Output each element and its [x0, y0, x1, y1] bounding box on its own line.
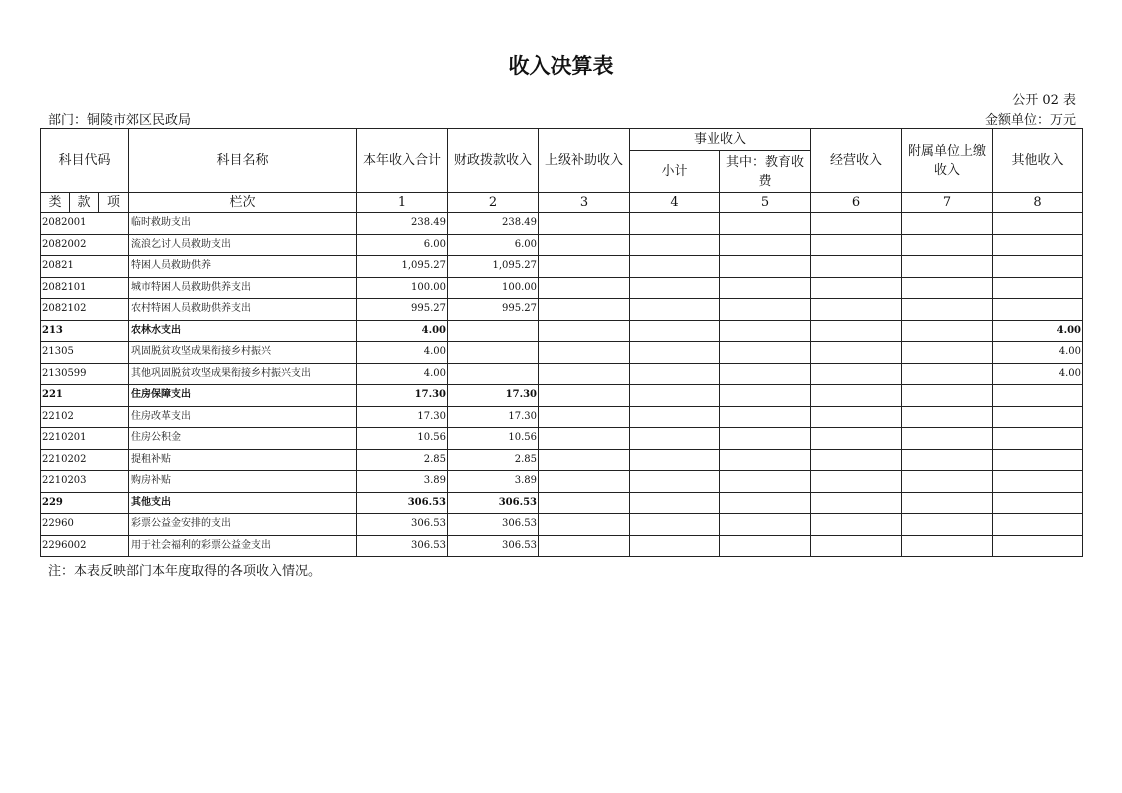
row-operating-income [811, 449, 902, 471]
row-operating-income [811, 428, 902, 450]
row-fiscal-allocation: 17.30 [448, 385, 539, 407]
row-code: 2296002 [41, 535, 129, 557]
table-row [41, 320, 1083, 342]
row-code: 21305 [41, 342, 129, 364]
row-other-income: 4.00 [993, 342, 1083, 364]
row-business-subtotal [630, 320, 720, 342]
header-education-fees: 其中：教育收费 [720, 151, 811, 193]
row-superior-subsidy [539, 471, 630, 493]
row-fiscal-allocation: 1,095.27 [448, 256, 539, 278]
row-fiscal-allocation: 100.00 [448, 277, 539, 299]
header-fiscal-allocation: 财政拨款收入 [448, 129, 539, 193]
row-operating-income [811, 385, 902, 407]
row-code: 2130599 [41, 363, 129, 385]
row-operating-income [811, 342, 902, 364]
row-fiscal-allocation: 995.27 [448, 299, 539, 321]
header-operating-income: 经营收入 [811, 129, 902, 193]
row-other-income [993, 471, 1083, 493]
table-row [41, 256, 1083, 278]
column-number: 1 [357, 193, 448, 213]
row-name: 住房改革支出 [129, 406, 357, 428]
row-fiscal-allocation [448, 342, 539, 364]
table-row [41, 428, 1083, 450]
row-other-income: 4.00 [993, 363, 1083, 385]
row-code: 2210203 [41, 471, 129, 493]
header-subtotal: 小计 [630, 151, 720, 193]
row-code: 213 [41, 320, 129, 342]
table-row [41, 234, 1083, 256]
row-total-income: 1,095.27 [357, 256, 448, 278]
row-other-income [993, 492, 1083, 514]
column-number: 4 [630, 193, 720, 213]
row-operating-income [811, 363, 902, 385]
row-operating-income [811, 514, 902, 536]
row-education-fees [720, 342, 811, 364]
row-name: 特困人员救助供养 [129, 256, 357, 278]
row-fiscal-allocation [448, 320, 539, 342]
row-code: 20821 [41, 256, 129, 278]
row-other-income: 4.00 [993, 320, 1083, 342]
department-label: 部门：铜陵市郊区民政局 [48, 113, 192, 128]
column-number: 8 [993, 193, 1083, 213]
row-other-income [993, 428, 1083, 450]
row-education-fees [720, 213, 811, 235]
row-fiscal-allocation: 3.89 [448, 471, 539, 493]
row-code: 22960 [41, 514, 129, 536]
row-superior-subsidy [539, 213, 630, 235]
row-education-fees [720, 492, 811, 514]
row-total-income: 238.49 [357, 213, 448, 235]
header-superior-subsidy: 上级补助收入 [539, 129, 630, 193]
row-education-fees [720, 234, 811, 256]
column-number: 3 [539, 193, 630, 213]
row-operating-income [811, 320, 902, 342]
row-education-fees [720, 514, 811, 536]
row-superior-subsidy [539, 514, 630, 536]
form-number: 公开 02 表 [1012, 93, 1076, 108]
row-business-subtotal [630, 299, 720, 321]
row-operating-income [811, 277, 902, 299]
row-operating-income [811, 406, 902, 428]
header-total-income: 本年收入合计 [357, 129, 448, 193]
row-education-fees [720, 449, 811, 471]
row-name: 住房保障支出 [129, 385, 357, 407]
amount-unit-label: 金额单位：万元 [984, 113, 1076, 128]
row-affiliated-income [902, 406, 993, 428]
row-fiscal-allocation: 306.53 [448, 492, 539, 514]
row-fiscal-allocation: 306.53 [448, 514, 539, 536]
row-total-income: 6.00 [357, 234, 448, 256]
table-row [41, 449, 1083, 471]
row-fiscal-allocation [448, 363, 539, 385]
row-operating-income [811, 213, 902, 235]
row-name: 用于社会福利的彩票公益金支出 [129, 535, 357, 557]
row-business-subtotal [630, 363, 720, 385]
row-other-income [993, 256, 1083, 278]
row-total-income: 10.56 [357, 428, 448, 450]
table-row [41, 471, 1083, 493]
row-total-income: 306.53 [357, 492, 448, 514]
row-name: 城市特困人员救助供养支出 [129, 277, 357, 299]
row-superior-subsidy [539, 299, 630, 321]
row-code: 2210201 [41, 428, 129, 450]
row-other-income [993, 449, 1083, 471]
table-row [41, 535, 1083, 557]
row-code: 2082101 [41, 277, 129, 299]
row-education-fees [720, 363, 811, 385]
row-superior-subsidy [539, 492, 630, 514]
row-business-subtotal [630, 492, 720, 514]
row-superior-subsidy [539, 406, 630, 428]
row-code: 2082102 [41, 299, 129, 321]
row-name: 临时救助支出 [129, 213, 357, 235]
row-total-income: 17.30 [357, 385, 448, 407]
row-affiliated-income [902, 213, 993, 235]
row-code: 229 [41, 492, 129, 514]
income-table [40, 128, 1083, 557]
header-kuan: 款 [70, 193, 99, 213]
header-affiliated-income: 附属单位上缴收入 [902, 129, 993, 193]
row-superior-subsidy [539, 342, 630, 364]
row-fiscal-allocation: 6.00 [448, 234, 539, 256]
row-affiliated-income [902, 234, 993, 256]
row-education-fees [720, 471, 811, 493]
table-row [41, 406, 1083, 428]
row-total-income: 4.00 [357, 342, 448, 364]
column-number: 6 [811, 193, 902, 213]
row-total-income: 4.00 [357, 320, 448, 342]
row-superior-subsidy [539, 234, 630, 256]
column-number: 5 [720, 193, 811, 213]
row-code: 2082001 [41, 213, 129, 235]
row-superior-subsidy [539, 277, 630, 299]
row-other-income [993, 535, 1083, 557]
page-title: 收入决算表 [508, 54, 614, 78]
table-body [41, 213, 1083, 557]
header-lei: 类 [41, 193, 70, 213]
table-row [41, 299, 1083, 321]
row-business-subtotal [630, 213, 720, 235]
row-business-subtotal [630, 514, 720, 536]
row-total-income: 100.00 [357, 277, 448, 299]
table-row [41, 514, 1083, 536]
row-name: 其他支出 [129, 492, 357, 514]
row-affiliated-income [902, 256, 993, 278]
table-row [41, 363, 1083, 385]
row-business-subtotal [630, 471, 720, 493]
row-other-income [993, 299, 1083, 321]
row-total-income: 306.53 [357, 535, 448, 557]
row-affiliated-income [902, 320, 993, 342]
row-total-income: 17.30 [357, 406, 448, 428]
row-business-subtotal [630, 385, 720, 407]
row-name: 巩固脱贫攻坚成果衔接乡村振兴 [129, 342, 357, 364]
row-total-income: 995.27 [357, 299, 448, 321]
row-business-subtotal [630, 256, 720, 278]
header-business-income: 事业收入 [630, 129, 811, 151]
row-affiliated-income [902, 277, 993, 299]
row-education-fees [720, 406, 811, 428]
row-name: 提租补贴 [129, 449, 357, 471]
row-superior-subsidy [539, 428, 630, 450]
header-lanci: 栏次 [129, 193, 357, 213]
table-row [41, 385, 1083, 407]
row-operating-income [811, 299, 902, 321]
row-affiliated-income [902, 514, 993, 536]
row-operating-income [811, 492, 902, 514]
row-superior-subsidy [539, 363, 630, 385]
row-fiscal-allocation: 2.85 [448, 449, 539, 471]
row-fiscal-allocation: 17.30 [448, 406, 539, 428]
row-education-fees [720, 256, 811, 278]
header-subject-code: 科目代码 [41, 129, 129, 193]
row-business-subtotal [630, 234, 720, 256]
row-education-fees [720, 535, 811, 557]
row-affiliated-income [902, 363, 993, 385]
row-other-income [993, 514, 1083, 536]
row-operating-income [811, 234, 902, 256]
row-other-income [993, 234, 1083, 256]
column-number: 7 [902, 193, 993, 213]
row-affiliated-income [902, 535, 993, 557]
row-name: 农村特困人员救助供养支出 [129, 299, 357, 321]
row-code: 2210202 [41, 449, 129, 471]
row-affiliated-income [902, 449, 993, 471]
row-education-fees [720, 320, 811, 342]
header-subject-name: 科目名称 [129, 129, 357, 193]
row-operating-income [811, 256, 902, 278]
header-other-income: 其他收入 [993, 129, 1083, 193]
row-business-subtotal [630, 277, 720, 299]
row-other-income [993, 277, 1083, 299]
row-fiscal-allocation: 238.49 [448, 213, 539, 235]
row-total-income: 2.85 [357, 449, 448, 471]
row-business-subtotal [630, 449, 720, 471]
row-name: 流浪乞讨人员救助支出 [129, 234, 357, 256]
row-fiscal-allocation: 10.56 [448, 428, 539, 450]
row-education-fees [720, 428, 811, 450]
row-business-subtotal [630, 535, 720, 557]
row-name: 购房补贴 [129, 471, 357, 493]
footnote: 注：本表反映部门本年度取得的各项收入情况。 [48, 564, 322, 579]
row-other-income [993, 213, 1083, 235]
row-name: 住房公积金 [129, 428, 357, 450]
table-row [41, 213, 1083, 235]
row-total-income: 4.00 [357, 363, 448, 385]
row-other-income [993, 406, 1083, 428]
row-name: 彩票公益金安排的支出 [129, 514, 357, 536]
row-operating-income [811, 471, 902, 493]
row-name: 农林水支出 [129, 320, 357, 342]
row-affiliated-income [902, 471, 993, 493]
row-business-subtotal [630, 342, 720, 364]
row-affiliated-income [902, 385, 993, 407]
row-superior-subsidy [539, 320, 630, 342]
column-number: 2 [448, 193, 539, 213]
row-code: 221 [41, 385, 129, 407]
row-education-fees [720, 299, 811, 321]
row-code: 22102 [41, 406, 129, 428]
header-xiang: 项 [99, 193, 129, 213]
row-education-fees [720, 277, 811, 299]
row-affiliated-income [902, 299, 993, 321]
row-total-income: 306.53 [357, 514, 448, 536]
row-superior-subsidy [539, 385, 630, 407]
row-affiliated-income [902, 342, 993, 364]
row-total-income: 3.89 [357, 471, 448, 493]
table-row [41, 277, 1083, 299]
row-superior-subsidy [539, 449, 630, 471]
row-affiliated-income [902, 428, 993, 450]
row-business-subtotal [630, 428, 720, 450]
row-superior-subsidy [539, 256, 630, 278]
table-row [41, 342, 1083, 364]
row-other-income [993, 385, 1083, 407]
row-name: 其他巩固脱贫攻坚成果衔接乡村振兴支出 [129, 363, 357, 385]
row-fiscal-allocation: 306.53 [448, 535, 539, 557]
row-operating-income [811, 535, 902, 557]
table-row [41, 492, 1083, 514]
row-superior-subsidy [539, 535, 630, 557]
row-code: 2082002 [41, 234, 129, 256]
row-business-subtotal [630, 406, 720, 428]
row-affiliated-income [902, 492, 993, 514]
row-education-fees [720, 385, 811, 407]
